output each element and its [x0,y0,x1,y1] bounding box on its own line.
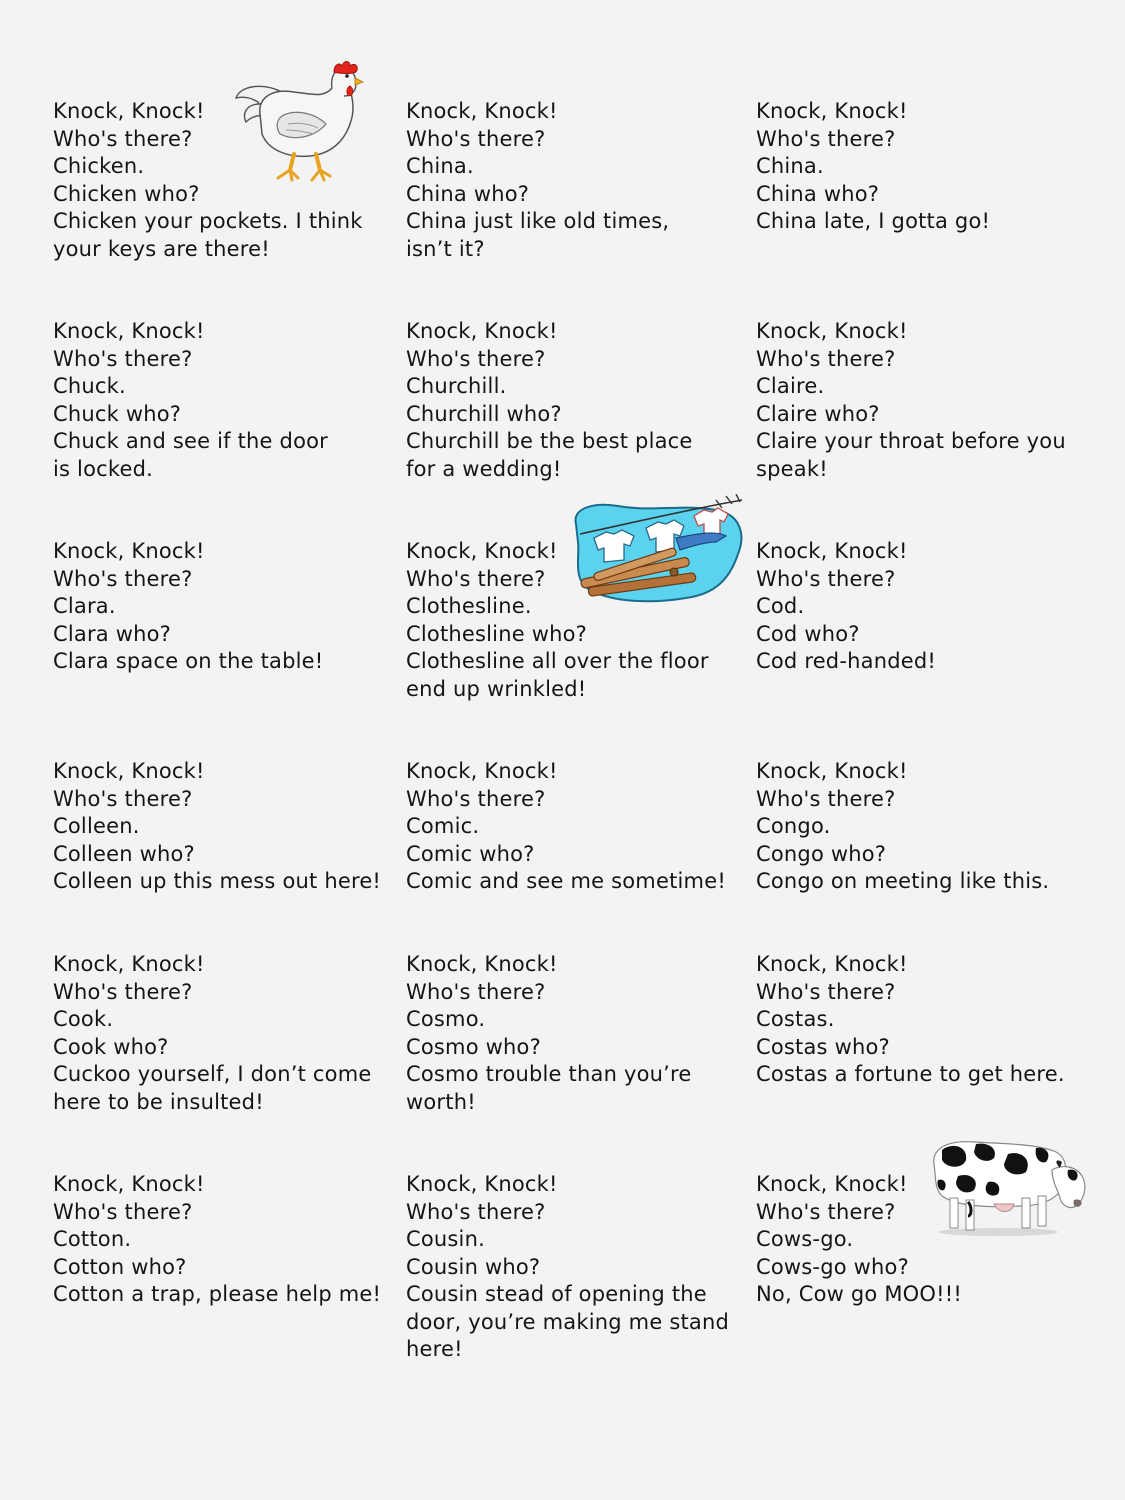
joke-line: Cod red-handed! [756,649,937,673]
joke-claire [756,318,1066,483]
joke-line: Cod. [756,594,805,618]
joke-line: Chuck who? [53,401,182,426]
joke-line: Who's there? [53,566,193,591]
joke-line: Knock, Knock! [756,759,908,783]
joke-line: Chicken. [53,154,145,178]
joke-line: Congo on meeting like this. [756,869,1050,893]
joke-line: Knock, Knock! [53,759,205,783]
joke-line: Cousin who? [406,1254,541,1279]
joke-cotton [53,1171,381,1309]
cow-icon [928,1136,1090,1238]
joke-line: Chuck and see if the door [53,429,329,453]
joke-line: Who's there? [406,979,546,1004]
joke-line: Knock, Knock! [406,1172,558,1196]
joke-line: China who? [406,181,530,206]
joke-line: Cosmo who? [406,1034,541,1059]
joke-line: end up wrinkled! [406,676,587,701]
joke-line: Cotton. [53,1227,132,1251]
joke-line: Cows-go who? [756,1254,909,1279]
joke-cousin [406,1171,729,1364]
joke-line: China. [756,154,824,178]
joke-line: Churchill who? [406,401,562,426]
joke-line: Chuck. [53,374,126,398]
joke-line: Comic who? [406,841,535,866]
joke-line: Knock, Knock! [406,759,558,783]
joke-line: Who's there? [756,566,896,591]
joke-line: Knock, Knock! [406,539,558,563]
joke-line: Who's there? [406,346,546,371]
joke-line: worth! [406,1089,476,1114]
joke-congo [756,758,1049,896]
joke-line: Knock, Knock! [53,319,205,343]
joke-line: here! [406,1337,463,1361]
joke-line: Cuckoo yourself, I don’t come [53,1062,372,1086]
joke-line: is locked. [53,456,154,481]
joke-costas [756,951,1065,1089]
joke-line: Who's there? [53,979,193,1004]
joke-line: Knock, Knock! [406,99,558,123]
joke-line: here to be insulted! [53,1089,264,1114]
joke-line: Chicken your pockets. I think [53,209,363,233]
joke-line: Who's there? [756,346,896,371]
joke-line: China late, I gotta go! [756,209,991,233]
joke-line: Knock, Knock! [53,1172,205,1196]
chicken-icon [232,58,364,186]
joke-line: for a wedding! [406,456,562,481]
joke-line: China. [406,154,474,178]
joke-line: Who's there? [53,346,193,371]
joke-line: Who's there? [53,786,193,811]
joke-line: speak! [756,456,828,481]
joke-comic [406,758,726,896]
joke-cod [756,538,936,676]
joke-line: Colleen. [53,814,140,838]
joke-line: Knock, Knock! [756,99,908,123]
joke-line: Who's there? [756,786,896,811]
joke-line: Who's there? [756,126,896,151]
joke-cosmo [406,951,692,1116]
joke-line: Who's there? [756,1199,896,1224]
clothesline-icon [566,494,748,608]
joke-line: Comic and see me sometime! [406,869,726,893]
joke-line: Churchill. [406,374,507,398]
joke-line: Clara who? [53,621,172,646]
joke-line: Knock, Knock! [756,319,908,343]
joke-line: Who's there? [406,566,546,591]
joke-churchill [406,318,693,483]
joke-line: Costas. [756,1007,835,1031]
joke-line: Claire who? [756,401,880,426]
joke-line: Cosmo. [406,1007,486,1031]
joke-line: Who's there? [406,786,546,811]
joke-line: Chicken who? [53,181,200,206]
joke-line: Who's there? [406,1199,546,1224]
joke-line: Knock, Knock! [756,1172,908,1196]
joke-china-2 [756,98,990,236]
joke-line: Clothesline all over the floor [406,649,709,673]
joke-line: Knock, Knock! [53,539,205,563]
joke-colleen [53,758,381,896]
joke-line: Cook who? [53,1034,169,1059]
joke-line: Clara space on the table! [53,649,324,673]
joke-line: Cousin stead of opening the [406,1282,707,1306]
joke-line: Churchill be the best place [406,429,693,453]
joke-line: Colleen who? [53,841,195,866]
joke-line: China who? [756,181,880,206]
joke-line: Cousin. [406,1227,485,1251]
joke-clara [53,538,323,676]
joke-line: Who's there? [756,979,896,1004]
joke-line: Cod who? [756,621,860,646]
joke-china-1 [406,98,669,263]
joke-line: Comic. [406,814,480,838]
joke-line: Knock, Knock! [756,952,908,976]
joke-line: Who's there? [406,126,546,151]
joke-line: Who's there? [53,126,193,151]
joke-line: Clothesline who? [406,621,588,646]
joke-line: Cook. [53,1007,114,1031]
joke-line: Cosmo trouble than you’re [406,1062,692,1086]
joke-line: Who's there? [53,1199,193,1224]
joke-line: Cotton a trap, please help me! [53,1282,382,1306]
joke-line: Knock, Knock! [756,539,908,563]
joke-cook [53,951,371,1116]
joke-line: China just like old times, [406,209,670,233]
joke-line: Congo who? [756,841,887,866]
joke-line: No, Cow go MOO!!! [756,1282,962,1306]
joke-line: Colleen up this mess out here! [53,869,382,893]
joke-line: Knock, Knock! [406,319,558,343]
joke-line: Knock, Knock! [53,952,205,976]
joke-line: Claire. [756,374,825,398]
joke-line: Costas who? [756,1034,890,1059]
joke-line: Cows-go. [756,1227,854,1251]
joke-line: isn’t it? [406,236,485,261]
joke-line: Clothesline. [406,594,532,618]
joke-line: Cotton who? [53,1254,187,1279]
joke-line: door, you’re making me stand [406,1309,730,1334]
joke-chuck [53,318,328,483]
joke-line: Knock, Knock! [406,952,558,976]
joke-line: your keys are there! [53,236,270,261]
joke-line: Claire your throat before you [756,429,1066,453]
joke-line: Costas a fortune to get here. [756,1062,1065,1086]
joke-line: Knock, Knock! [53,99,205,123]
joke-line: Congo. [756,814,831,838]
joke-line: Clara. [53,594,116,618]
